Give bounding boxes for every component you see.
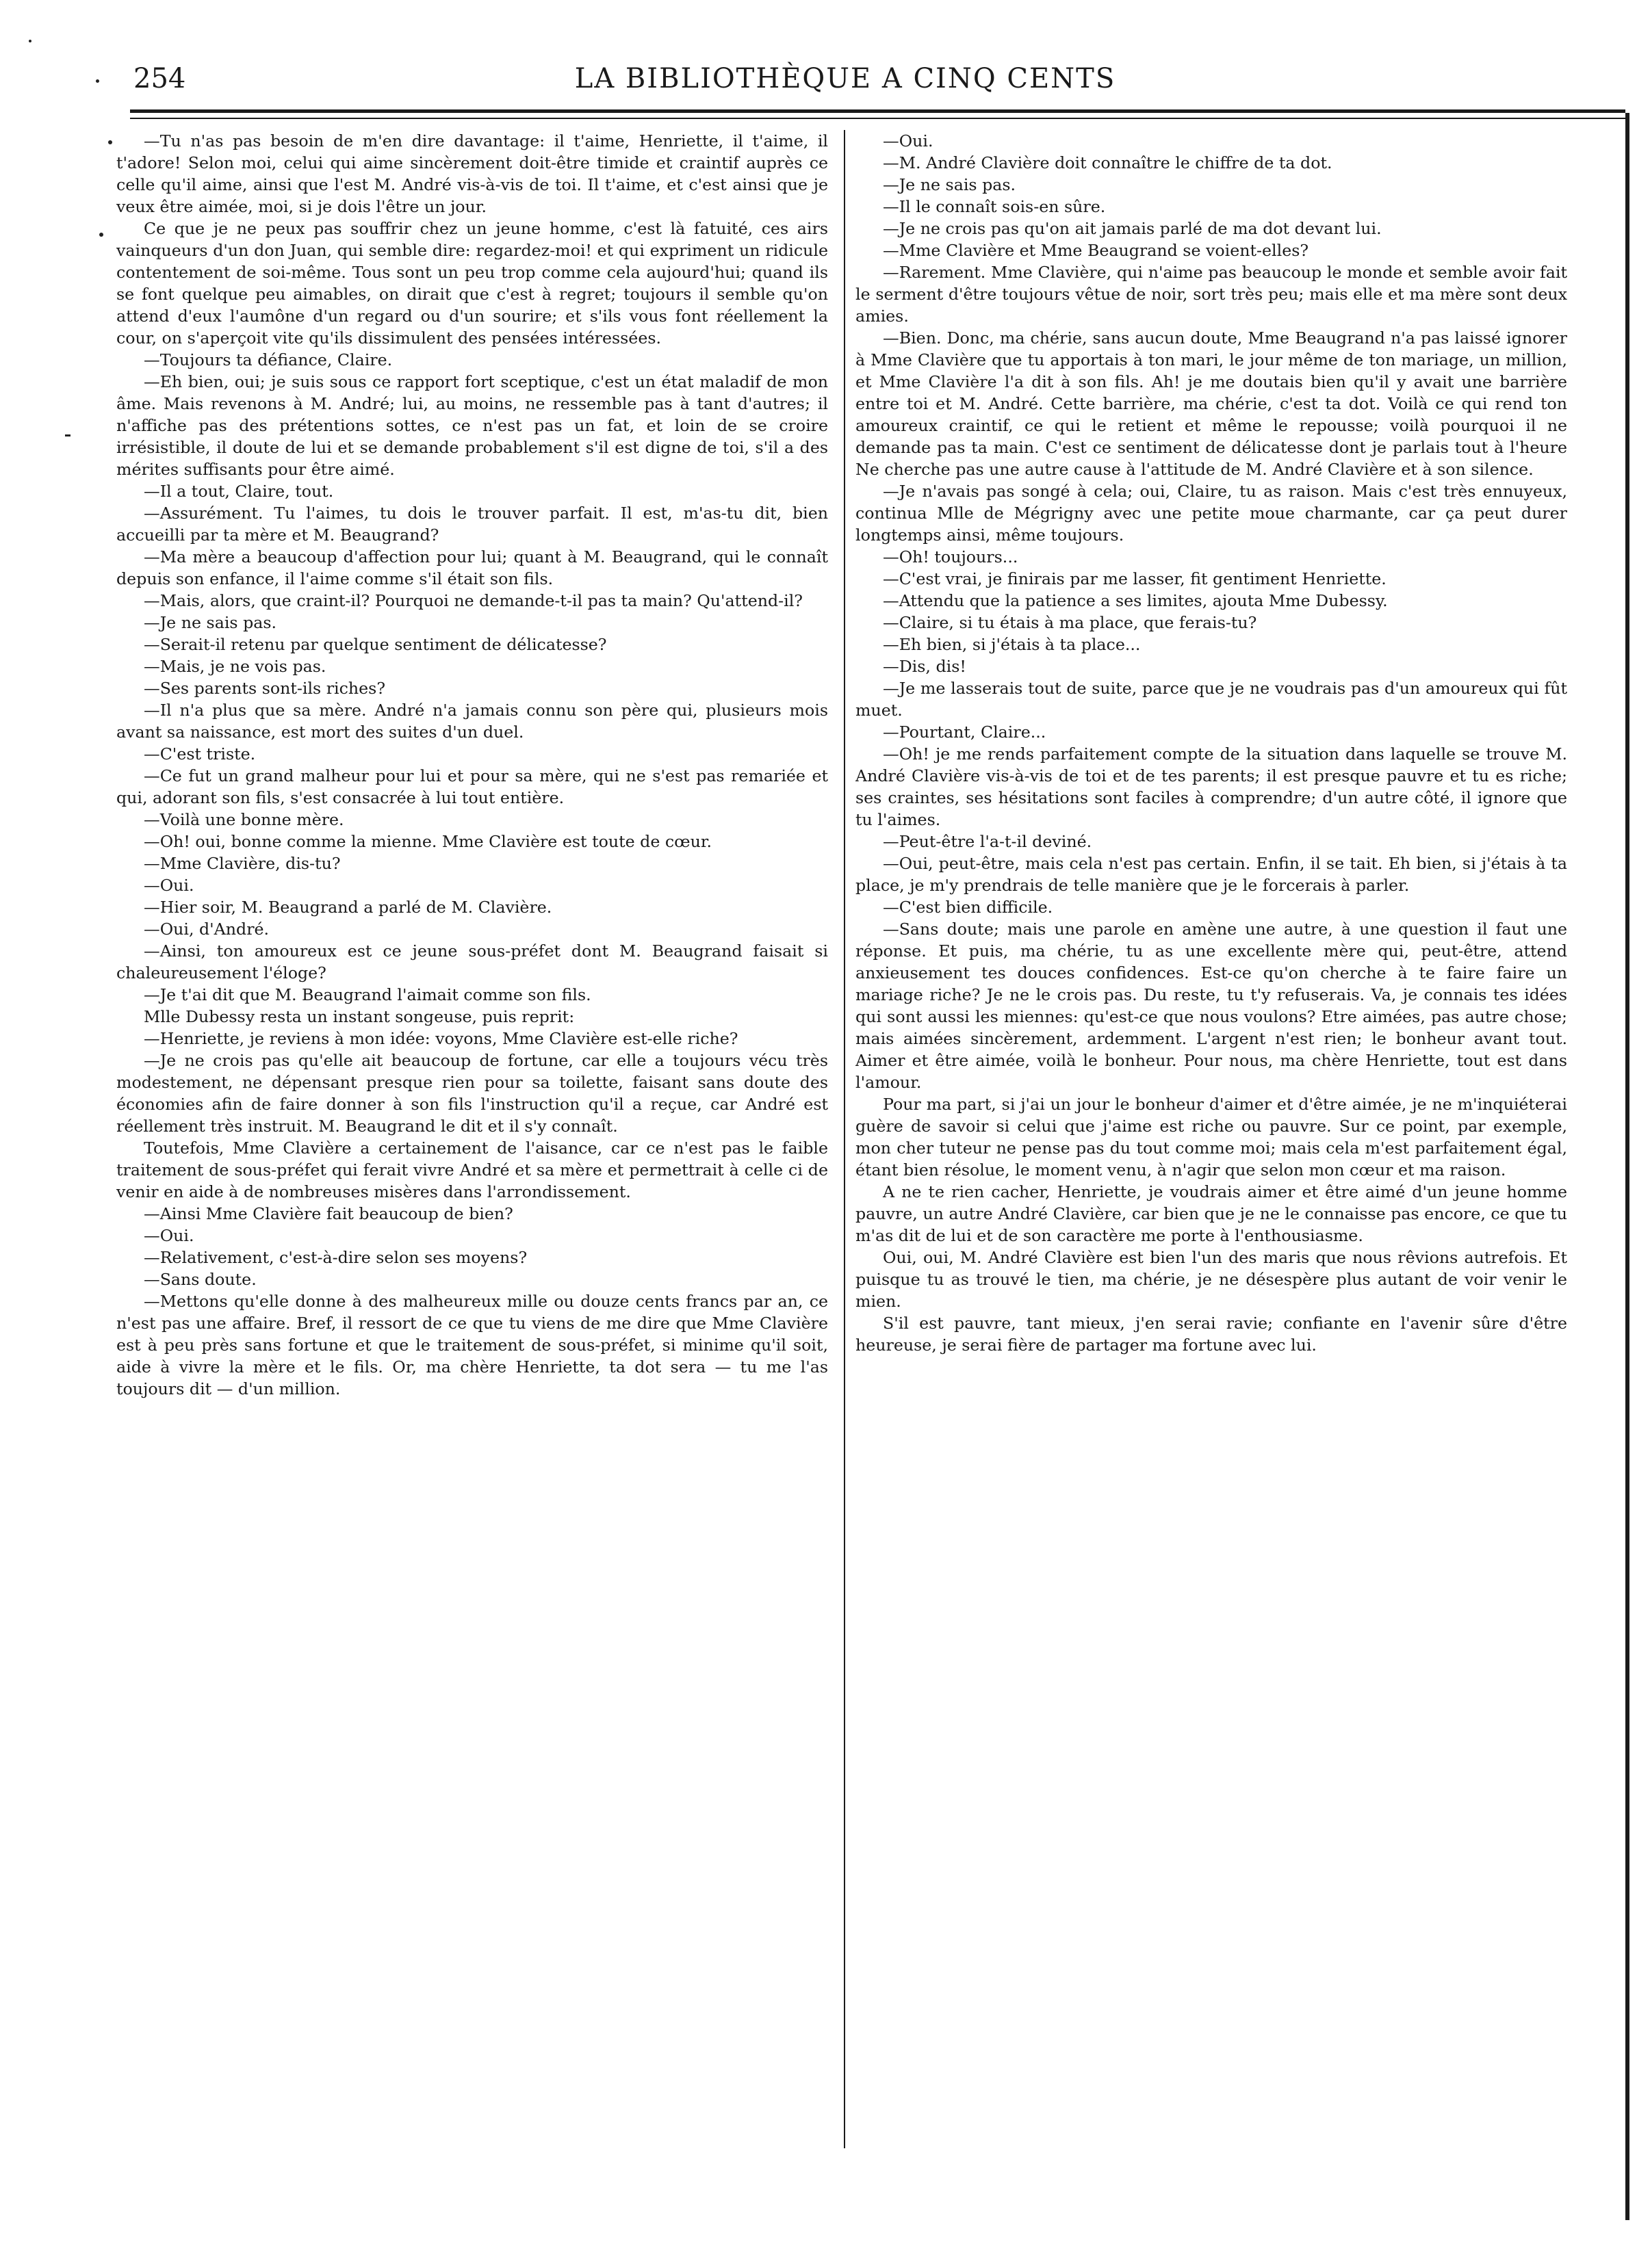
scan-speck [99,233,103,237]
scan-speck [96,79,99,83]
paragraph: —Je ne crois pas qu'on ait jamais parlé de ma dot devant lui. [883,219,1382,238]
paragraph: A ne te rien cacher, Henriette, je voudrais aimer et être aimé d'un jeune homme pauvre, un autre André Clavière, car bien que je ne le connaisse pas encore, ce que tu m'as dit de lui et de son caractère me porte à l'enthousiasme. [855,1182,1567,1245]
running-title: LA BIBLIOTHÈQUE A CINQ CENTS [574,63,1116,94]
paragraph: —Mais, alors, que craint-il? Pourquoi ne demande-t-il pas ta main? Qu'attend-il? [144,591,803,610]
paragraph: —C'est bien difficile. [883,898,1053,917]
paragraph: —Je ne sais pas. [144,613,277,632]
paragraph: —Mettons qu'elle donne à des malheureux mille ou douze cents francs par an, ce n'est pas une affaire. Bref, il ressort de ce que tu viens de me dire que Mme Clavière est à peu près sans fortune et que le traitement de sous-préfet, si minime qu'il soit, aide à vivre la mère et le fils. Or, ma chère Henriette, ta dot sera — tu me l'as toujours dit — d'un million. [116,1292,828,1398]
page-number: 254 [133,63,186,94]
paragraph: —Je n'avais pas songé à cela; oui, Claire, tu as raison. Mais c'est très ennuyeux, continua Mlle de Mégrigny avec une petite moue charmante, car ça peut durer longtemps ainsi, même toujours. [855,482,1567,545]
paragraph: —Je me lasserais tout de suite, parce que je ne voudrais pas d'un amoureux qui fût muet. [855,679,1567,720]
paragraph: —Oui. [144,876,194,895]
paragraph: —Sans doute; mais une parole en amène une autre, à une question il faut une réponse. Et puis, ma chérie, tu as une excellente mère qui, peut-être, attend anxieusement tes douces confidences. Est-ce qu'on cherche à te faire faire un mariage riche? Je ne le crois pas. Du reste, tu t'y refuserais. Va, je connais tes idées qui sont aussi les miennes: qu'est-ce que nous voulons? Etre aimées, pas autre chose; mais aimées sincèrement, ardemment. L'argent n'est rien; le bonheur avant tout. Aimer et être aimée, voilà le bonheur. Pour nous, ma chère Henriette, tout est dans l'amour. [855,920,1567,1092]
paragraph: —Oui. [883,131,933,151]
paragraph: —Oh! je me rends parfaitement compte de la situation dans laquelle se trouve M. André Clavière vis-à-vis de toi et de tes parents; il est presque pauvre et tu es riche; ses craintes, ses hésitations sont faciles à comprendre; d'un autre côté, il ignore que tu l'aimes. [855,744,1567,829]
paragraph: —M. André Clavière doit connaître le chiffre de ta dot. [883,153,1332,172]
paragraph: Oui, oui, M. André Clavière est bien l'un des maris que nous rêvions autrefois. Et puisque tu as trouvé le tien, ma chérie, je ne désespère plus autant de voir venir le mien. [855,1248,1567,1311]
paragraph: —C'est vrai, je finirais par me lasser, fit gentiment Henriette. [883,569,1387,588]
paragraph: —Peut-être l'a-t-il deviné. [883,832,1092,851]
header-rule-thin [130,118,1625,119]
paragraph: —Je ne sais pas. [883,175,1016,194]
paragraph: —Relativement, c'est-à-dire selon ses moyens? [144,1248,528,1267]
paragraph: —Mais, je ne vois pas. [144,657,326,676]
paragraph: —Attendu que la patience a ses limites, ajouta Mme Dubessy. [883,591,1388,610]
header-rule-thick [130,109,1625,113]
paragraph: —Je t'ai dit que M. Beaugrand l'aimait comme son fils. [144,985,591,1004]
paragraph: —Oui, d'André. [144,920,270,939]
paragraph: S'il est pauvre, tant mieux, j'en serai ravie; confiante en l'avenir sûre d'être heureuse, je serai fière de partager ma fortune avec lui. [855,1314,1567,1355]
paragraph: —Bien. Donc, ma chérie, sans aucun doute, Mme Beaugrand n'a pas laissé ignorer à Mme Clavière que tu apportais à ton mari, le jour même de ton mariage, un million, et Mme Clavière l'a dit à son fils. Ah! je me doutais bien qu'il y avait une barrière entre toi et M. André. Cette barrière, ma chérie, c'est ta dot. Voilà ce qui rend ton amoureux craintif, ce qui le retient et même le repousse; voilà pourquoi il ne demande pas ta main. C'est ce sentiment de délicatesse dont je parlais tout à l'heure Ne cherche pas une autre cause à l'attitude de M. André Clavière et à son silence. [855,328,1567,479]
paragraph: —Ainsi Mme Clavière fait beaucoup de bien? [144,1204,513,1223]
paragraph: —Eh bien, oui; je suis sous ce rapport fort sceptique, c'est un état maladif de mon âme. Mais revenons à M. André; lui, au moins, ne ressemble pas à tant d'autres; il n'affiche pas des prétentions sottes, ce n'est pas un fat, et loin de se croire irrésistible, il doute de lui et se demande probablement s'il est digne de toi, s'il a des mérites suffisants pour être aimé. [116,372,828,479]
paragraph: —Sans doute. [144,1270,257,1289]
scan-speck [108,140,112,144]
paragraph: —Oh! toujours... [883,547,1018,566]
paragraph: —Ce fut un grand malheur pour lui et pour sa mère, qui ne s'est pas remariée et qui, adorant son fils, s'est consacrée à lui tout entière. [116,766,828,807]
paragraph: —Claire, si tu étais à ma place, que ferais-tu? [883,613,1257,632]
paragraph: —Hier soir, M. Beaugrand a parlé de M. Clavière. [144,898,552,917]
right-column [855,130,1567,2141]
page-header [133,63,1557,104]
paragraph: —Toujours ta défiance, Claire. [144,350,393,369]
paragraph: —Assurément. Tu l'aimes, tu dois le trouver parfait. Il est, m'as-tu dit, bien accueilli par ta mère et M. Beaugrand? [116,504,828,545]
paragraph: —Henriette, je reviens à mon idée: voyons, Mme Clavière est-elle riche? [144,1029,738,1048]
paragraph: —Je ne crois pas qu'elle ait beaucoup de fortune, car elle a toujours vécu très modestement, ne dépensant presque rien pour sa toilette, faisant sans doute des économies afin de faire donner à son fils l'instruction qu'il a reçue, car André est réellement très instruit. M. Beaugrand le dit et il s'y connaît. [116,1051,828,1136]
paragraph: Toutefois, Mme Clavière a certainement de l'aisance, car ce n'est pas le faible traitement de sous-préfet qui ferait vivre André et sa mère et permettrait à celle ci de venir en aide à de nombreuses misères dans l'arrondissement. [116,1138,828,1201]
paragraph: —Il a tout, Claire, tout. [144,482,334,501]
paragraph: —Tu n'as pas besoin de m'en dire davantage: il t'aime, Henriette, il t'aime, il t'adore! Selon moi, celui qui aime sincèrement doit-être timide et craintif auprès ce celle qu'il aime, ainsi que l'est M. André vis-à-vis de toi. Il t'aime, et c'est ainsi que je veux être aimée, moi, si je dois l'être un jour. [116,131,828,216]
left-column [116,130,828,2141]
paragraph: —Voilà une bonne mère. [144,810,344,829]
paragraph: Pour ma part, si j'ai un jour le bonheur d'aimer et d'être aimée, je ne m'inquiéterai guère de savoir si celui que j'aime est riche ou pauvre. Sur ce point, par exemple, mon cher tuteur ne pense pas du tout comme moi; mais cela m'est parfaitement égal, étant bien résolue, le moment venu, à n'agir que selon mon cœur et ma raison. [855,1095,1567,1179]
scan-speck [65,434,70,436]
page-edge-bar [1625,113,1629,2220]
paragraph: —Ainsi, ton amoureux est ce jeune sous-préfet dont M. Beaugrand faisait si chaleureusement l'éloge? [116,941,828,982]
paragraph: —Dis, dis! [883,657,966,676]
paragraph: Mlle Dubessy resta un instant songeuse, puis reprit: [144,1007,575,1026]
scan-speck [29,40,31,42]
paragraph: —C'est triste. [144,744,256,764]
paragraph: Ce que je ne peux pas souffrir chez un jeune homme, c'est là fatuité, ces airs vainqueurs d'un don Juan, qui semble dire: regardez-moi! et qui expriment un ridicule contentement de soi-même. Tous sont un peu trop comme cela aujourd'hui; quand ils se font quelque peu aimables, on dirait que c'est à regret; toujours il semble qu'on attend d'eux l'aumône d'un regard ou d'un sourire; et s'ils vous font réellement la cour, on s'aperçoit vite qu'ils dissimulent des pensées intéressées. [116,219,828,348]
paragraph: —Oui, peut-être, mais cela n'est pas certain. Enfin, il se tait. Eh bien, si j'étais à ta place, je m'y prendrais de telle manière que je le forcerais à parler. [855,854,1567,895]
column-divider [844,130,845,2148]
paragraph: —Oui. [144,1226,194,1245]
paragraph: —Mme Clavière et Mme Beaugrand se voient-elles? [883,241,1309,260]
paragraph: —Il n'a plus que sa mère. André n'a jamais connu son père qui, plusieurs mois avant sa naissance, est mort des suites d'un duel. [116,701,828,742]
paragraph: —Ma mère a beaucoup d'affection pour lui; quant à M. Beaugrand, qui le connaît depuis son enfance, il l'aime comme s'il était son fils. [116,547,828,588]
paragraph: —Ses parents sont-ils riches? [144,679,386,698]
paragraph: —Rarement. Mme Clavière, qui n'aime pas beaucoup le monde et semble avoir fait le serment d'être toujours vêtue de noir, sort très peu; mais elle et ma mère sont deux amies. [855,263,1567,326]
paragraph: —Eh bien, si j'étais à ta place... [883,635,1141,654]
paragraph: —Il le connaît sois-en sûre. [883,197,1106,216]
paragraph: —Oh! oui, bonne comme la mienne. Mme Clavière est toute de cœur. [144,832,712,851]
paragraph: —Serait-il retenu par quelque sentiment de délicatesse? [144,635,607,654]
paragraph: —Pourtant, Claire... [883,722,1046,742]
paragraph: —Mme Clavière, dis-tu? [144,854,341,873]
